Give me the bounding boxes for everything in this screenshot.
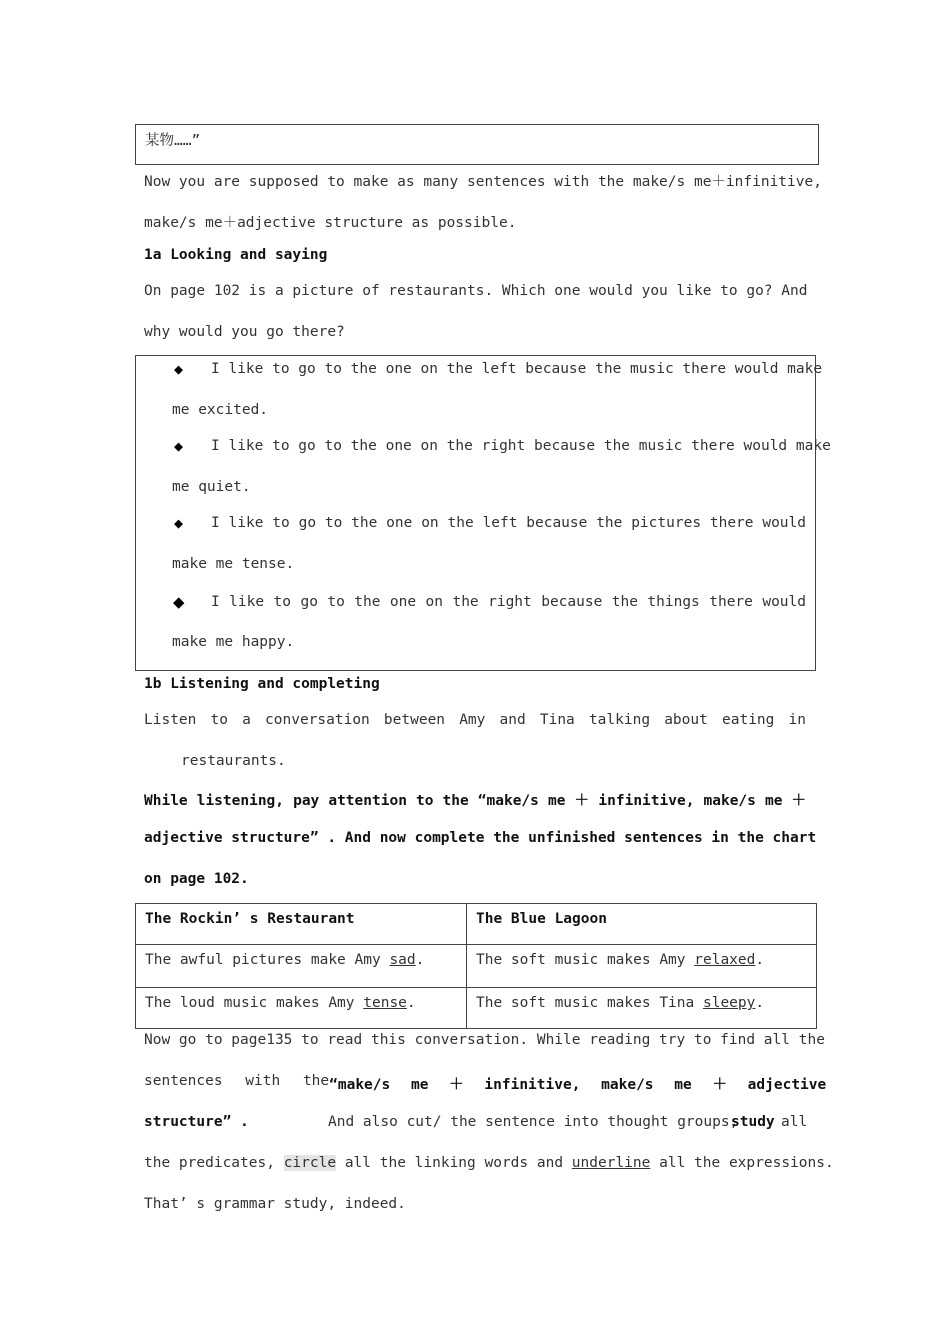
chart-header-rockin: The Rockin’ s Restaurant (136, 904, 467, 945)
intro-line-1: Now you are supposed to make as many sentences with the make/s me＋infinitive, (144, 174, 822, 190)
answer-4-line-1: I like to go to the one on the right because the things there would (211, 594, 806, 610)
reading-study-word: study (731, 1114, 775, 1130)
top-box-text: 某物……” (145, 133, 201, 149)
instruction-line-2: adjective structure” . And now complete the unfinished sentences in the chart (144, 830, 817, 846)
table-row (136, 945, 817, 988)
answer-2-line-2: me quiet. (172, 479, 251, 495)
chart-header-blue-lagoon: The Blue Lagoon (467, 904, 817, 945)
chart-cell: The loud music makes Amy tense. (136, 988, 467, 1029)
listen-line-1: Listen to a conversation between Amy and Tina talking about eating in (144, 712, 806, 728)
diamond-bullet-icon: ◆ (173, 591, 185, 613)
answer-blank: sad (389, 952, 416, 968)
reading-line-1: Now go to page135 to read this conversation. While reading try to find all the (144, 1032, 825, 1048)
chart-cell: The soft music makes Tina sleepy. (467, 988, 817, 1029)
chart-cell: The soft music makes Amy relaxed. (467, 945, 817, 988)
intro-line-2: make/s me＋adjective structure as possible. (144, 215, 517, 231)
underline-word: underline (571, 1155, 651, 1171)
question-line-2: why would you go there? (144, 324, 345, 340)
reading-line-5: That’ s grammar study, indeed. (144, 1196, 406, 1212)
question-line-1: On page 102 is a picture of restaurants. Which one would you like to go? And (144, 283, 808, 299)
reading-line-3 (144, 1114, 806, 1130)
diamond-bullet-icon: ◆ (174, 360, 184, 378)
diamond-bullet-icon: ◆ (174, 437, 184, 455)
circle-word: circle (283, 1155, 337, 1171)
answer-blank: sleepy (702, 995, 756, 1011)
heading-1a: 1a Looking and saying (144, 247, 328, 263)
heading-1b: 1b Listening and completing (144, 676, 380, 692)
reading-line-3-text: And also cut/ the sentence into thought groups, (328, 1114, 739, 1130)
instruction-line-3: on page 102. (144, 871, 249, 887)
chart-header-row (136, 904, 817, 945)
reading-line-4: the predicates, circle all the linking words and underline all the expressions. (144, 1155, 834, 1171)
reading-line-3-bold: structure” . (144, 1114, 249, 1130)
reading-line-2-plain: sentences with the (144, 1073, 330, 1089)
reading-line-2 (144, 1073, 827, 1094)
listen-line-2: restaurants. (181, 753, 286, 769)
reading-all-word: all (781, 1114, 808, 1130)
answer-4-line-2: make me happy. (172, 634, 295, 650)
restaurant-chart (135, 903, 817, 1029)
diamond-bullet-icon: ◆ (174, 514, 184, 532)
instruction-line-1: While listening, pay attention to the “make/s me ＋ infinitive, make/s me ＋ (144, 793, 806, 809)
answer-3-line-1: I like to go to the one on the left because the pictures there would (211, 515, 806, 531)
answer-1-line-1: I like to go to the one on the left because the music there would make (211, 361, 823, 377)
answer-2-line-1: I like to go to the one on the right because the music there would make (211, 438, 831, 454)
top-box (135, 124, 819, 165)
answer-blank: tense (363, 995, 407, 1011)
answer-3-line-2: make me tense. (172, 556, 295, 572)
answer-blank: relaxed (694, 952, 756, 968)
chart-cell: The awful pictures make Amy sad. (136, 945, 467, 988)
table-row (136, 988, 817, 1029)
answer-1-line-2: me excited. (172, 402, 269, 418)
reading-line-2-bold: “make/s me ＋ infinitive, make/s me ＋ adjective (329, 1077, 827, 1093)
